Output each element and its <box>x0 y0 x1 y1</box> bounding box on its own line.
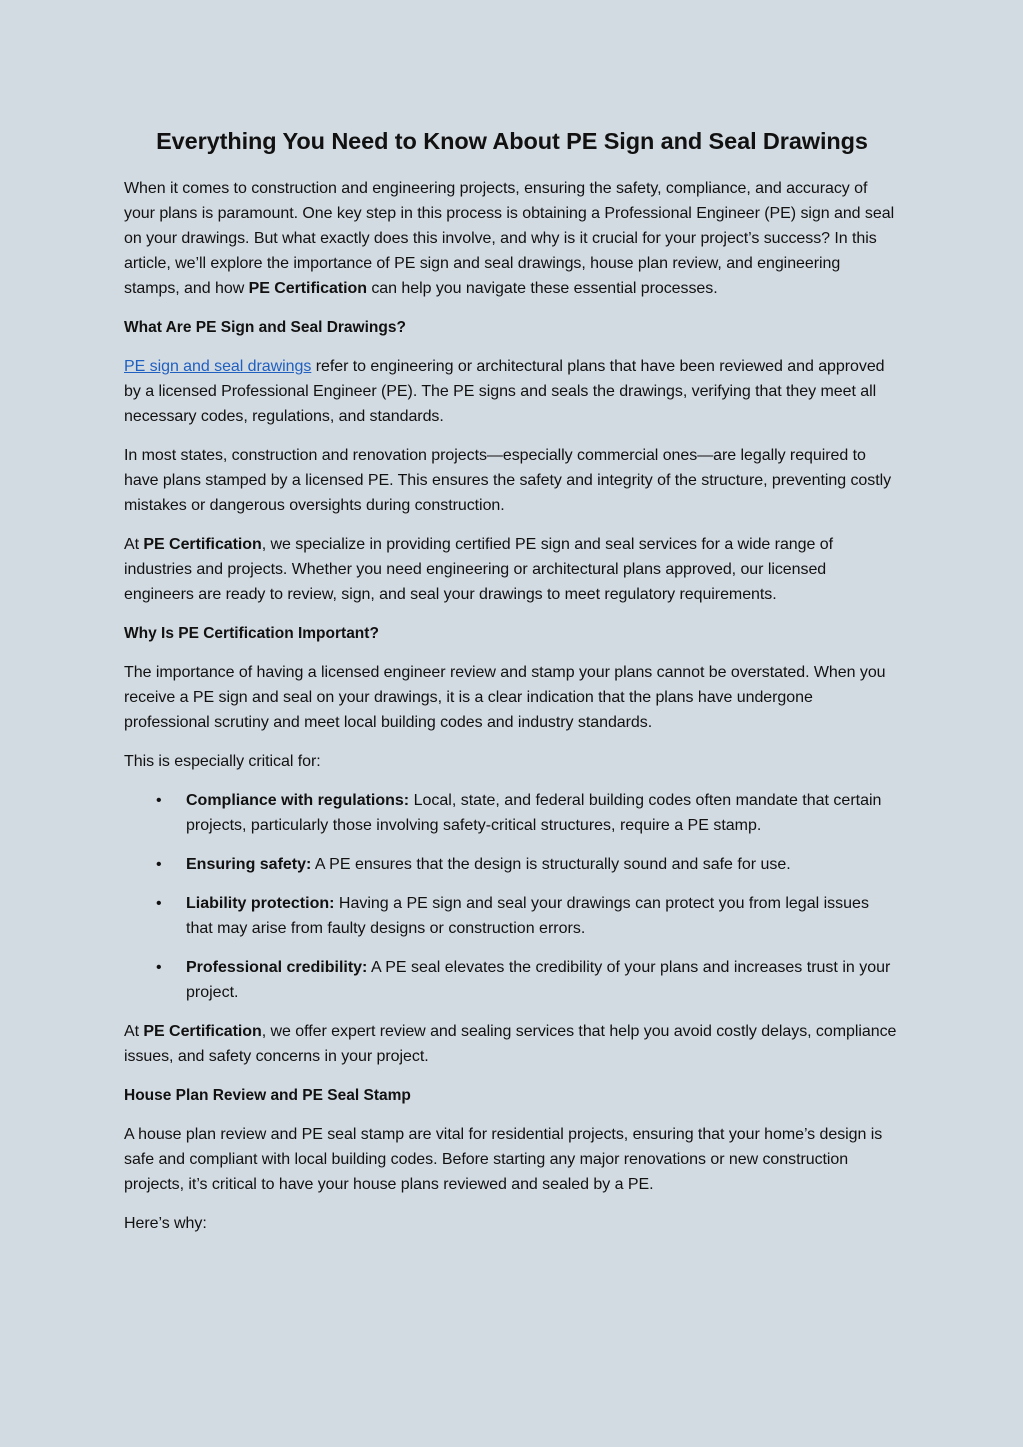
list-item-text: A PE ensures that the design is structurally sound and safe for use. <box>311 856 791 873</box>
section1-p3-after: , we specialize in providing certified PE sign and seal services for a wide range of industries and projects. Whether you need engineering or architectural plans approved, our licensed engineers are ready to review, sign, and seal your drawings to meet regulatory requirements. <box>124 536 833 603</box>
section1-p3-company-name: PE Certification <box>143 536 262 553</box>
intro-text-after: can help you navigate these essential processes. <box>366 280 718 297</box>
section2-p3-after: , we offer expert review and sealing services that help you avoid costly delays, compliance issues, and safety concerns in your project. <box>124 1023 897 1065</box>
section3-paragraph-1: A house plan review and PE seal stamp are vital for residential projects, ensuring that your home’s design is safe and compliant with local building codes. Before starting any major renovations or new construction projects, it’s critical to have your house plans reviewed and sealed by a PE. <box>124 1126 883 1193</box>
list-item-text: Having a PE sign and seal your drawings can protect you from legal issues that may arise from faulty designs or construction errors. <box>186 895 869 937</box>
list-item-title: Liability protection: <box>186 895 335 912</box>
list-item-text: Local, state, and federal building codes often mandate that certain projects, particularly those involving safety-critical structures, require a PE stamp. <box>186 792 882 834</box>
section1-paragraph-2: In most states, construction and renovation projects—especially commercial ones—are legally required to have plans stamped by a licensed PE. This ensures the safety and integrity of the structure, preventing costly mistakes or dangerous oversights during construction. <box>124 447 892 514</box>
section2-paragraph-1: The importance of having a licensed engineer review and stamp your plans cannot be overstated. When you receive a PE sign and seal on your drawings, it is a clear indication that the plans have undergone professional scrutiny and meet local building codes and industry standards. <box>124 664 886 731</box>
section-heading-house-plan: House Plan Review and PE Seal Stamp <box>124 1087 411 1104</box>
list-item-title: Ensuring safety: <box>186 856 312 873</box>
section1-paragraph-3 <box>124 532 900 607</box>
section2-p3-company-name: PE Certification <box>143 1023 262 1040</box>
section2-paragraph-3 <box>124 1019 900 1069</box>
list-item <box>124 955 900 1005</box>
section-heading-why-important: Why Is PE Certification Important? <box>124 625 379 642</box>
pe-sign-seal-drawings-link[interactable]: PE sign and seal drawings <box>124 358 312 375</box>
bullet-icon: • <box>156 792 162 809</box>
article-body <box>124 124 900 1250</box>
section-heading-what-are: What Are PE Sign and Seal Drawings? <box>124 319 406 336</box>
section2-p3-before: At <box>124 1023 144 1040</box>
intro-paragraph <box>124 176 900 301</box>
section1-paragraph-1 <box>124 354 900 429</box>
intro-text-before: When it comes to construction and engineering projects, ensuring the safety, compliance, and accuracy of your plans is paramount. One key step in this process is obtaining a Professional Engineer (PE) sign and seal on your drawings. But what exactly does this involve, and why is it crucial for your project’s success? In this article, we’ll explore the importance of PE sign and seal drawings, house plan review, and engineering stamps, and how <box>124 180 895 297</box>
intro-company-name: PE Certification <box>248 280 367 297</box>
benefits-list <box>124 788 900 1005</box>
section1-p3-before: At <box>124 536 144 553</box>
list-item-title: Professional credibility: <box>186 959 368 976</box>
section1-p1-text: refer to engineering or architectural plans that have been reviewed and approved by a licensed Professional Engineer (PE). The PE signs and seals the drawings, verifying that they meet all necessary codes, regulations, and standards. <box>124 358 885 425</box>
bullet-icon: • <box>156 959 162 976</box>
list-item <box>124 891 900 941</box>
page-title: Everything You Need to Know About PE Sign and Seal Drawings <box>156 128 868 154</box>
list-item <box>124 852 900 877</box>
list-item <box>124 788 900 838</box>
bullet-icon: • <box>156 895 162 912</box>
bullet-icon: • <box>156 856 162 873</box>
list-item-title: Compliance with regulations: <box>186 792 410 809</box>
section2-paragraph-2: This is especially critical for: <box>124 753 321 770</box>
section3-paragraph-2: Here’s why: <box>124 1215 207 1232</box>
list-item-text: A PE seal elevates the credibility of your plans and increases trust in your project. <box>186 959 891 1001</box>
